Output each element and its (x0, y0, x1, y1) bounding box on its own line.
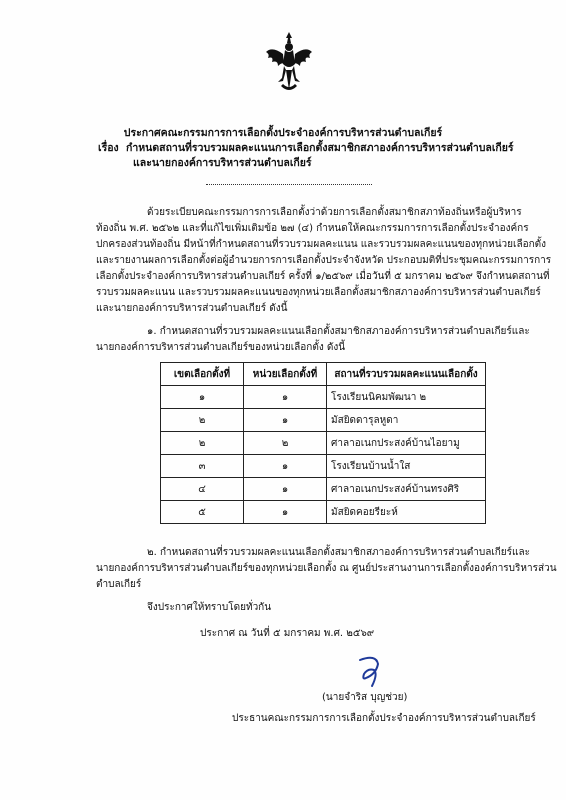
subject-prefix: เรื่อง (98, 142, 119, 154)
intro-line-2: ท้องถิ่น พ.ศ. ๒๕๖๒ และที่แก้ไขเพิ่มเติมข้อ ๒๗ (๔) กำหนดให้คณะกรรมการการเลือกตั้งประจำองค์กร (96, 223, 529, 234)
table-row (161, 501, 486, 524)
cell-location: โรงเรียนบ้านน้ำใส (327, 455, 486, 478)
intro-line-6: รวบรวมผลคะแนน และรวบรวมผลคะแนนของทุกหน่วยเลือกตั้งสมาชิกสภาองค์การบริหารส่วนตำบลเกียร์ (96, 287, 541, 298)
cell-unit: ๑ (244, 501, 327, 524)
cell-unit: ๒ (244, 432, 327, 455)
table-row (161, 409, 486, 432)
item2-line-2: นายกองค์การบริหารส่วนตำบลเกียร์ของทุกหน่วยเลือกตั้ง ณ ศูนย์ประสานงานการเลือกตั้งองค์การบริหารส่วน (96, 563, 557, 574)
cell-location: มัสยิดคอยรียะห์ (327, 501, 486, 524)
cell-unit: ๑ (244, 455, 327, 478)
subject-line-1: กำหนดสถานที่รวบรวมผลคะแนนการเลือกตั้งสมาชิกสภาองค์การบริหารส่วนตำบลเกียร์ (125, 142, 514, 154)
cell-unit: ๑ (244, 478, 327, 501)
cell-district: ๒ (161, 432, 244, 455)
table-row (161, 432, 486, 455)
item2-line-3: ตำบลเกียร์ (96, 579, 142, 590)
cell-district: ๑ (161, 386, 244, 409)
item1-line-2: นายกองค์การบริหารส่วนตำบลเกียร์ของหน่วยเลือกตั้ง ดังนี้ (96, 342, 346, 353)
announcement-title: ประกาศคณะกรรมการการเลือกตั้งประจำองค์การบริหารส่วนตำบลเกียร์ (123, 127, 443, 139)
announcement-subject (98, 141, 514, 156)
subject-line-2: และนายกองค์การบริหารส่วนตำบลเกียร์ (133, 157, 312, 169)
cell-location: ศาลาอเนกประสงค์บ้านทรงศิริ (327, 478, 486, 501)
cell-district: ๕ (161, 501, 244, 524)
item2-line-1: ๒. กำหนดสถานที่รวบรวมผลคะแนนเลือกตั้งสมาชิกสภาองค์การบริหารส่วนตำบลเกียร์และ (147, 547, 530, 558)
header-district: เขตเลือกตั้งที่ (161, 363, 244, 386)
intro-line-4: และรายงานผลการเลือกตั้งต่อผู้อำนวยการการเลือกตั้งประจำจังหวัด ประกอบมติที่ประชุมคณะกรรมการการ (96, 255, 552, 266)
signatory-position: ประธานคณะกรรมการการเลือกตั้งประจำองค์การบริหารส่วนตำบลเกียร์ (232, 713, 536, 724)
intro-line-7: และนายกองค์การบริหารส่วนตำบลเกียร์ ดังนี้ (96, 303, 288, 314)
table-row (161, 478, 486, 501)
table-row (161, 386, 486, 409)
cell-district: ๔ (161, 478, 244, 501)
polling-location-table (160, 362, 486, 524)
cell-location: มัสยิดดารุลหูดา (327, 409, 486, 432)
cell-location: โรงเรียนนิคมพัฒนา ๒ (327, 386, 486, 409)
item1-line-1: ๑. กำหนดสถานที่รวบรวมผลคะแนนเลือกตั้งสมาชิกสภาองค์การบริหารส่วนตำบลเกียร์และ (147, 326, 530, 337)
intro-line-5: เลือกตั้งประจำองค์การบริหารส่วนตำบลเกียร์ ครั้งที่ ๑/๒๕๖๙ เมื่อวันที่ ๕ มกราคม ๒๕๖๙ จึงกำหนดสถานที่ (96, 271, 550, 282)
table-header-row (161, 363, 486, 386)
garuda-emblem-icon (264, 30, 314, 96)
header-unit: หน่วยเลือกตั้งที่ (244, 363, 327, 386)
cell-district: ๓ (161, 455, 244, 478)
cell-location: ศาลาอเนกประสงค์บ้านไอยามู (327, 432, 486, 455)
cell-unit: ๑ (244, 409, 327, 432)
signature-image (346, 654, 396, 690)
header-location: สถานที่รวบรวมผลคะแนนเลือกตั้ง (327, 363, 486, 386)
table-row (161, 455, 486, 478)
announcement-date: ประกาศ ณ วันที่ ๕ มกราคม พ.ศ. ๒๕๖๙ (200, 628, 375, 639)
cell-unit: ๑ (244, 386, 327, 409)
cell-district: ๒ (161, 409, 244, 432)
closing-statement: จึงประกาศให้ทราบโดยทั่วกัน (147, 602, 272, 613)
separator-dotted-line (206, 184, 372, 185)
signatory-name: (นายจำริส บุญช่วย) (322, 692, 408, 703)
intro-line-1: ด้วยระเบียบคณะกรรมการการเลือกตั้งว่าด้วยการเลือกตั้งสมาชิกสภาท้องถิ่นหรือผู้บริหาร (147, 207, 522, 218)
intro-line-3: ปกครองส่วนท้องถิ่น มีหน้าที่กำหนดสถานที่รวบรวมผลคะแนน และรวบรวมผลคะแนนของทุกหน่วยเลือกตั้ง (96, 239, 547, 250)
